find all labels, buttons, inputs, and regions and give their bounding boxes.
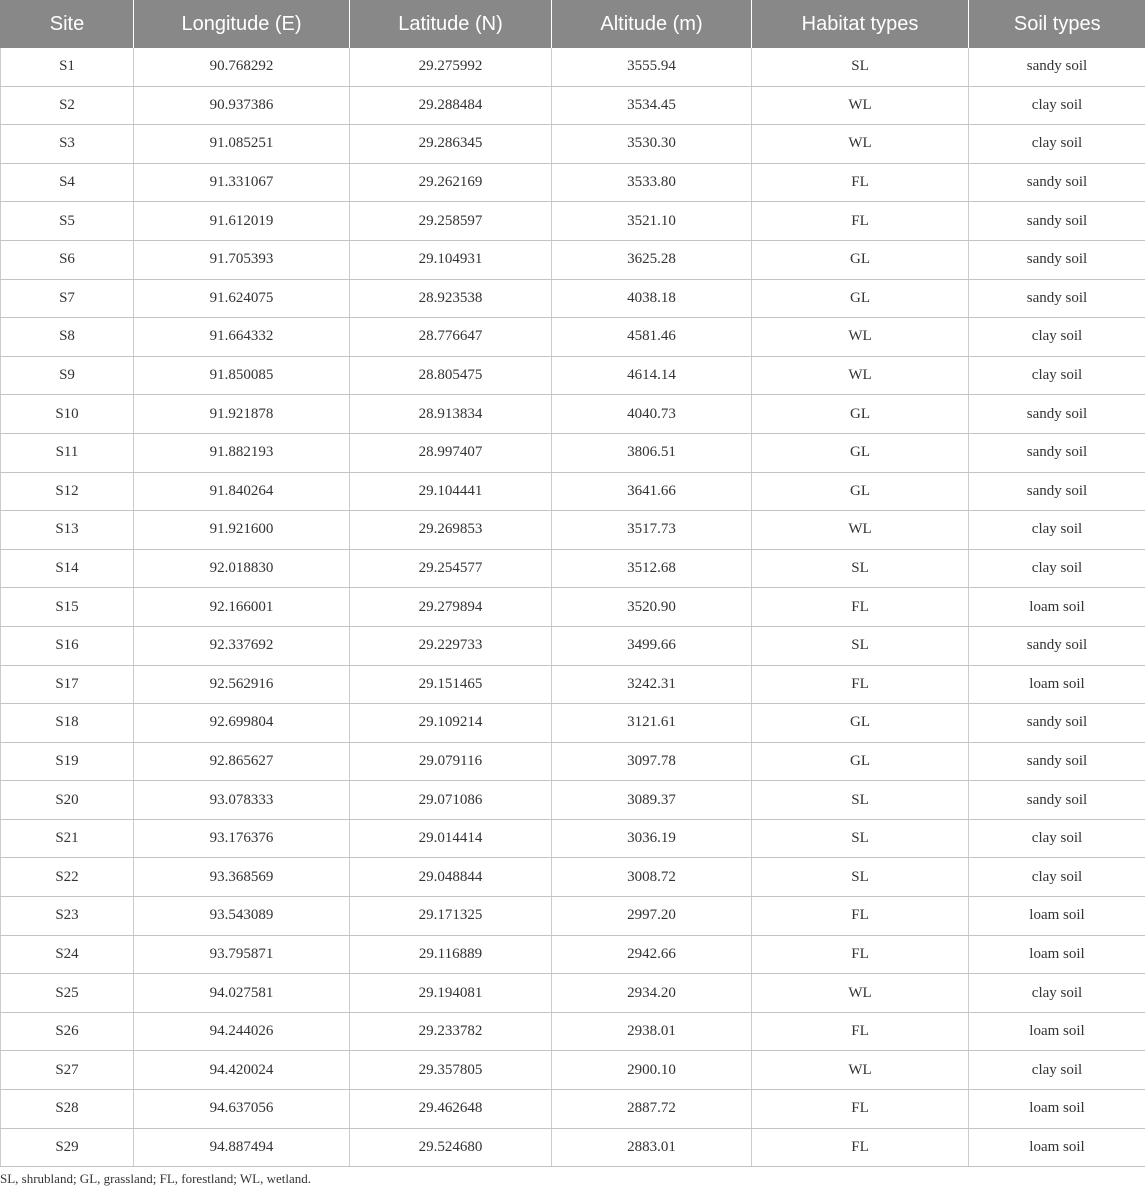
longitude-cell: 91.705393 (134, 240, 350, 279)
latitude-cell: 29.116889 (350, 935, 552, 974)
soil-type-cell: loam soil (969, 665, 1145, 704)
site-cell: S19 (1, 742, 134, 781)
site-cell: S11 (1, 433, 134, 472)
table-row (1, 279, 1145, 318)
altitude-cell: 3242.31 (552, 665, 752, 704)
table-footnote: SL, shrubland; GL, grassland; FL, forestland; WL, wetland. (0, 1171, 311, 1186)
latitude-cell: 29.254577 (350, 549, 552, 588)
latitude-cell: 29.269853 (350, 511, 552, 550)
altitude-cell: 2883.01 (552, 1128, 752, 1167)
longitude-cell: 92.865627 (134, 742, 350, 781)
table-row (1, 665, 1145, 704)
soil-type-cell: clay soil (969, 549, 1145, 588)
habitat-type-cell: GL (752, 433, 969, 472)
altitude-cell: 4038.18 (552, 279, 752, 318)
latitude-cell: 29.262169 (350, 163, 552, 202)
longitude-cell: 92.337692 (134, 626, 350, 665)
table-header (1, 0, 1145, 48)
latitude-cell: 29.104441 (350, 472, 552, 511)
soil-type-cell: sandy soil (969, 433, 1145, 472)
altitude-cell: 3121.61 (552, 704, 752, 743)
soil-type-cell: loam soil (969, 1012, 1145, 1051)
soil-type-cell: sandy soil (969, 472, 1145, 511)
latitude-cell: 29.071086 (350, 781, 552, 820)
habitat-type-cell: FL (752, 202, 969, 241)
table-row (1, 1128, 1145, 1167)
altitude-cell: 3499.66 (552, 626, 752, 665)
table-row (1, 472, 1145, 511)
habitat-type-cell: FL (752, 588, 969, 627)
site-cell: S9 (1, 356, 134, 395)
header-habitat-types: Habitat types (752, 0, 969, 48)
soil-type-cell: sandy soil (969, 279, 1145, 318)
habitat-type-cell: WL (752, 356, 969, 395)
soil-type-cell: loam soil (969, 897, 1145, 936)
site-cell: S20 (1, 781, 134, 820)
site-cell: S10 (1, 395, 134, 434)
altitude-cell: 3520.90 (552, 588, 752, 627)
soil-type-cell: sandy soil (969, 626, 1145, 665)
site-cell: S15 (1, 588, 134, 627)
site-cell: S4 (1, 163, 134, 202)
habitat-type-cell: FL (752, 1090, 969, 1129)
latitude-cell: 29.462648 (350, 1090, 552, 1129)
site-cell: S21 (1, 819, 134, 858)
habitat-type-cell: FL (752, 163, 969, 202)
table-row (1, 819, 1145, 858)
altitude-cell: 3512.68 (552, 549, 752, 588)
longitude-cell: 92.166001 (134, 588, 350, 627)
site-cell: S29 (1, 1128, 134, 1167)
habitat-type-cell: GL (752, 279, 969, 318)
table-row (1, 549, 1145, 588)
altitude-cell: 3641.66 (552, 472, 752, 511)
header-row (1, 0, 1145, 48)
altitude-cell: 2934.20 (552, 974, 752, 1013)
soil-type-cell: clay soil (969, 511, 1145, 550)
site-cell: S27 (1, 1051, 134, 1090)
table-row (1, 356, 1145, 395)
altitude-cell: 3530.30 (552, 125, 752, 164)
altitude-cell: 3097.78 (552, 742, 752, 781)
altitude-cell: 3533.80 (552, 163, 752, 202)
soil-type-cell: sandy soil (969, 742, 1145, 781)
site-cell: S22 (1, 858, 134, 897)
soil-type-cell: sandy soil (969, 704, 1145, 743)
longitude-cell: 94.887494 (134, 1128, 350, 1167)
site-cell: S26 (1, 1012, 134, 1051)
habitat-type-cell: FL (752, 935, 969, 974)
site-cell: S24 (1, 935, 134, 974)
longitude-cell: 91.850085 (134, 356, 350, 395)
habitat-type-cell: SL (752, 48, 969, 86)
altitude-cell: 2900.10 (552, 1051, 752, 1090)
table-row (1, 742, 1145, 781)
table-row (1, 125, 1145, 164)
table-row (1, 1012, 1145, 1051)
soil-type-cell: clay soil (969, 974, 1145, 1013)
altitude-cell: 4040.73 (552, 395, 752, 434)
habitat-type-cell: SL (752, 626, 969, 665)
table-row (1, 86, 1145, 125)
soil-type-cell: clay soil (969, 819, 1145, 858)
longitude-cell: 94.027581 (134, 974, 350, 1013)
latitude-cell: 29.233782 (350, 1012, 552, 1051)
habitat-type-cell: WL (752, 511, 969, 550)
latitude-cell: 28.776647 (350, 318, 552, 357)
latitude-cell: 29.151465 (350, 665, 552, 704)
latitude-cell: 29.048844 (350, 858, 552, 897)
table-row (1, 626, 1145, 665)
altitude-cell: 3008.72 (552, 858, 752, 897)
longitude-cell: 93.795871 (134, 935, 350, 974)
habitat-type-cell: GL (752, 395, 969, 434)
header-latitude: Latitude (N) (350, 0, 552, 48)
habitat-type-cell: WL (752, 1051, 969, 1090)
site-cell: S25 (1, 974, 134, 1013)
table-row (1, 781, 1145, 820)
longitude-cell: 90.937386 (134, 86, 350, 125)
latitude-cell: 29.286345 (350, 125, 552, 164)
table-row (1, 48, 1145, 86)
altitude-cell: 3555.94 (552, 48, 752, 86)
habitat-type-cell: WL (752, 974, 969, 1013)
altitude-cell: 2887.72 (552, 1090, 752, 1129)
habitat-type-cell: WL (752, 125, 969, 164)
latitude-cell: 29.258597 (350, 202, 552, 241)
habitat-type-cell: FL (752, 1128, 969, 1167)
table-row (1, 163, 1145, 202)
header-altitude: Altitude (m) (552, 0, 752, 48)
altitude-cell: 2997.20 (552, 897, 752, 936)
longitude-cell: 94.637056 (134, 1090, 350, 1129)
soil-type-cell: loam soil (969, 1090, 1145, 1129)
longitude-cell: 91.664332 (134, 318, 350, 357)
longitude-cell: 90.768292 (134, 48, 350, 86)
longitude-cell: 91.921878 (134, 395, 350, 434)
longitude-cell: 94.420024 (134, 1051, 350, 1090)
soil-type-cell: clay soil (969, 858, 1145, 897)
table-row (1, 858, 1145, 897)
altitude-cell: 4614.14 (552, 356, 752, 395)
altitude-cell: 3534.45 (552, 86, 752, 125)
soil-type-cell: loam soil (969, 588, 1145, 627)
table-row (1, 318, 1145, 357)
longitude-cell: 91.882193 (134, 433, 350, 472)
longitude-cell: 91.331067 (134, 163, 350, 202)
altitude-cell: 3517.73 (552, 511, 752, 550)
site-cell: S23 (1, 897, 134, 936)
site-cell: S6 (1, 240, 134, 279)
altitude-cell: 3521.10 (552, 202, 752, 241)
table-row (1, 395, 1145, 434)
habitat-type-cell: GL (752, 704, 969, 743)
site-cell: S7 (1, 279, 134, 318)
soil-type-cell: sandy soil (969, 163, 1145, 202)
soil-type-cell: sandy soil (969, 781, 1145, 820)
altitude-cell: 2938.01 (552, 1012, 752, 1051)
altitude-cell: 2942.66 (552, 935, 752, 974)
latitude-cell: 29.288484 (350, 86, 552, 125)
table-row (1, 1090, 1145, 1129)
habitat-type-cell: SL (752, 819, 969, 858)
site-cell: S16 (1, 626, 134, 665)
site-cell: S28 (1, 1090, 134, 1129)
header-longitude: Longitude (E) (134, 0, 350, 48)
longitude-cell: 91.624075 (134, 279, 350, 318)
table-row (1, 588, 1145, 627)
longitude-cell: 93.368569 (134, 858, 350, 897)
soil-type-cell: clay soil (969, 318, 1145, 357)
habitat-type-cell: FL (752, 897, 969, 936)
habitat-type-cell: WL (752, 86, 969, 125)
habitat-type-cell: SL (752, 858, 969, 897)
site-cell: S17 (1, 665, 134, 704)
habitat-type-cell: GL (752, 240, 969, 279)
soil-type-cell: sandy soil (969, 48, 1145, 86)
habitat-type-cell: SL (752, 781, 969, 820)
longitude-cell: 91.612019 (134, 202, 350, 241)
longitude-cell: 91.921600 (134, 511, 350, 550)
latitude-cell: 29.357805 (350, 1051, 552, 1090)
longitude-cell: 94.244026 (134, 1012, 350, 1051)
latitude-cell: 29.524680 (350, 1128, 552, 1167)
site-cell: S8 (1, 318, 134, 357)
habitat-type-cell: WL (752, 318, 969, 357)
site-cell: S3 (1, 125, 134, 164)
soil-type-cell: sandy soil (969, 395, 1145, 434)
header-soil-types: Soil types (969, 0, 1145, 48)
longitude-cell: 92.699804 (134, 704, 350, 743)
longitude-cell: 93.078333 (134, 781, 350, 820)
table-row (1, 974, 1145, 1013)
site-cell: S2 (1, 86, 134, 125)
altitude-cell: 4581.46 (552, 318, 752, 357)
habitat-type-cell: FL (752, 1012, 969, 1051)
latitude-cell: 28.923538 (350, 279, 552, 318)
latitude-cell: 28.997407 (350, 433, 552, 472)
longitude-cell: 92.562916 (134, 665, 350, 704)
site-cell: S14 (1, 549, 134, 588)
soil-type-cell: clay soil (969, 86, 1145, 125)
soil-type-cell: sandy soil (969, 240, 1145, 279)
longitude-cell: 93.543089 (134, 897, 350, 936)
soil-type-cell: clay soil (969, 1051, 1145, 1090)
header-site: Site (1, 0, 134, 48)
latitude-cell: 29.109214 (350, 704, 552, 743)
habitat-type-cell: SL (752, 549, 969, 588)
latitude-cell: 29.014414 (350, 819, 552, 858)
site-cell: S12 (1, 472, 134, 511)
habitat-type-cell: GL (752, 742, 969, 781)
latitude-cell: 29.104931 (350, 240, 552, 279)
site-cell: S5 (1, 202, 134, 241)
altitude-cell: 3036.19 (552, 819, 752, 858)
latitude-cell: 29.229733 (350, 626, 552, 665)
site-cell: S18 (1, 704, 134, 743)
table-row (1, 1051, 1145, 1090)
site-cell: S13 (1, 511, 134, 550)
longitude-cell: 91.840264 (134, 472, 350, 511)
latitude-cell: 29.171325 (350, 897, 552, 936)
soil-type-cell: loam soil (969, 935, 1145, 974)
table-row (1, 935, 1145, 974)
soil-type-cell: sandy soil (969, 202, 1145, 241)
table-row (1, 240, 1145, 279)
table-body (1, 48, 1145, 1167)
table-row (1, 511, 1145, 550)
longitude-cell: 93.176376 (134, 819, 350, 858)
table-row (1, 897, 1145, 936)
altitude-cell: 3625.28 (552, 240, 752, 279)
longitude-cell: 92.018830 (134, 549, 350, 588)
habitat-type-cell: GL (752, 472, 969, 511)
soil-type-cell: clay soil (969, 356, 1145, 395)
latitude-cell: 28.913834 (350, 395, 552, 434)
latitude-cell: 29.194081 (350, 974, 552, 1013)
habitat-type-cell: FL (752, 665, 969, 704)
latitude-cell: 29.279894 (350, 588, 552, 627)
soil-type-cell: clay soil (969, 125, 1145, 164)
altitude-cell: 3089.37 (552, 781, 752, 820)
table-row (1, 202, 1145, 241)
table-row (1, 433, 1145, 472)
latitude-cell: 29.275992 (350, 48, 552, 86)
soil-type-cell: loam soil (969, 1128, 1145, 1167)
altitude-cell: 3806.51 (552, 433, 752, 472)
site-cell: S1 (1, 48, 134, 86)
table-row (1, 704, 1145, 743)
latitude-cell: 29.079116 (350, 742, 552, 781)
longitude-cell: 91.085251 (134, 125, 350, 164)
latitude-cell: 28.805475 (350, 356, 552, 395)
